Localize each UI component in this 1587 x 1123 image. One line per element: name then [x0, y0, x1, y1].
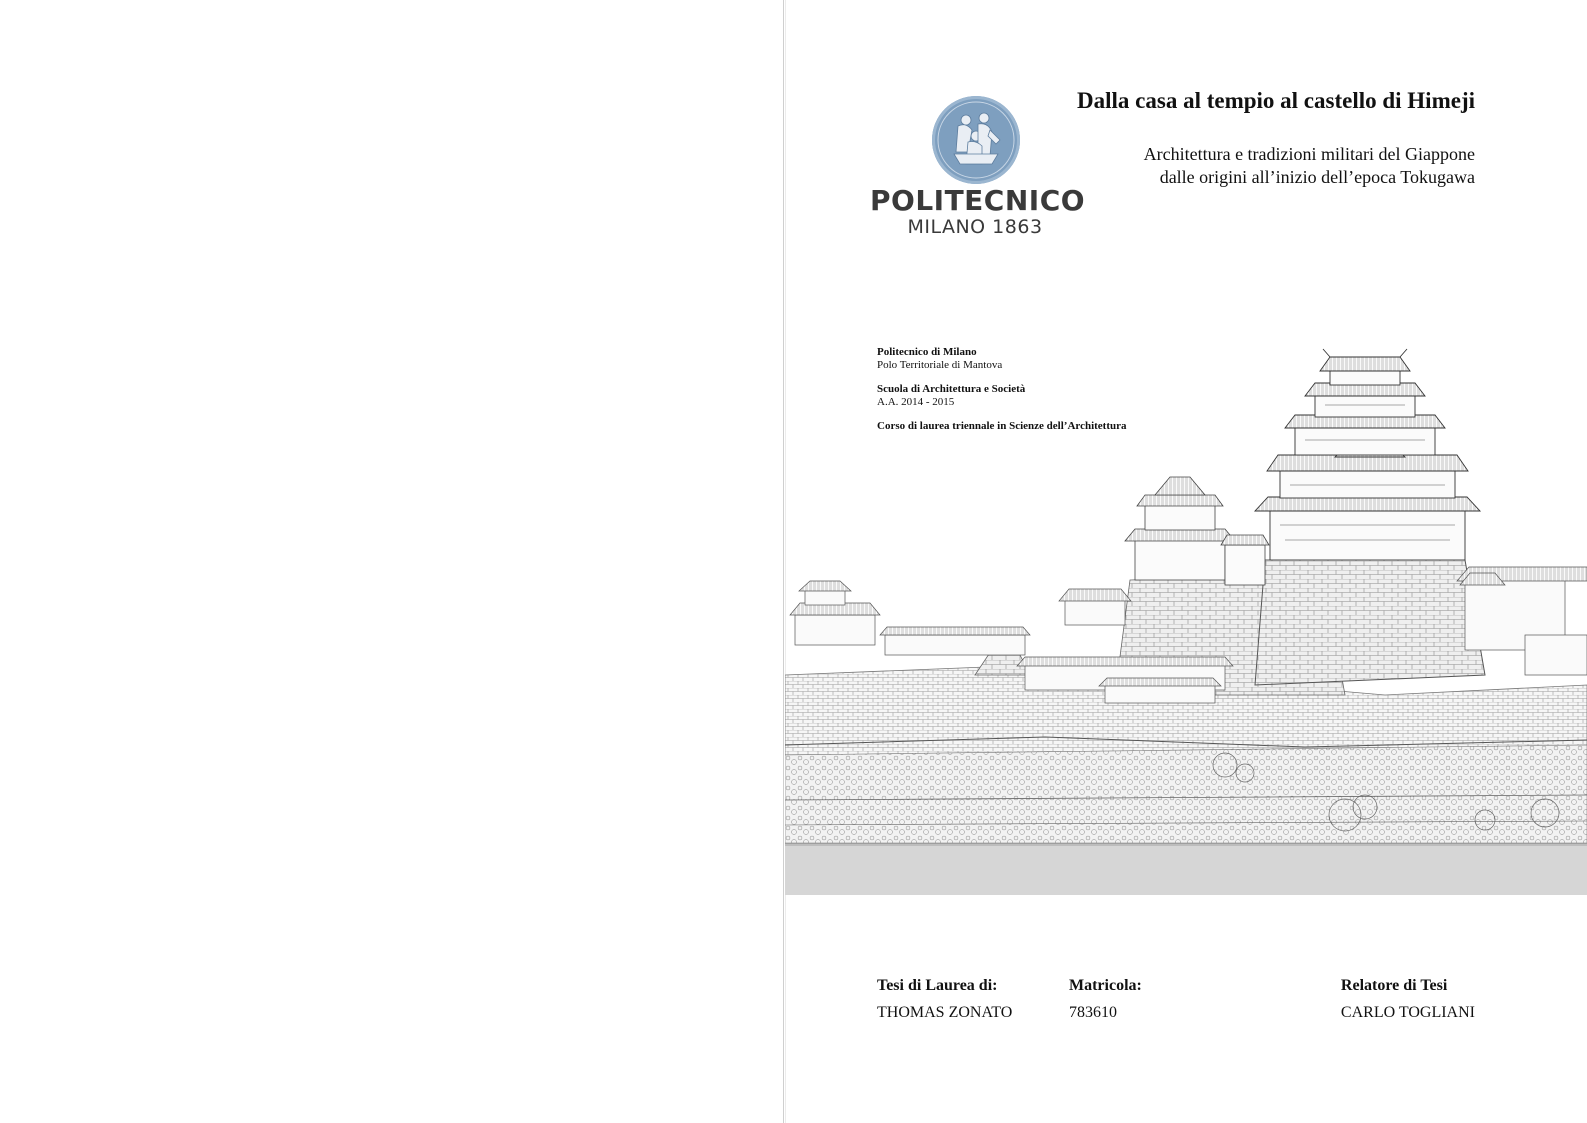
campus-name: Polo Territoriale di Mantova: [877, 358, 1003, 371]
university-name: Politecnico di Milano: [877, 346, 977, 358]
author-name: THOMAS ZONATO: [877, 1004, 1013, 1021]
thesis-title: Dalla casa al tempio al castello di Himeji: [1077, 88, 1475, 113]
supervisor-block: [1341, 972, 1475, 1026]
thesis-subtitle: [1144, 143, 1475, 189]
university-logo: [870, 92, 1086, 242]
academic-year: A.A. 2014 - 2015: [877, 395, 955, 408]
student-id: 783610: [1069, 1004, 1117, 1021]
student-id-block: [1069, 972, 1142, 1026]
book-spine: [783, 0, 784, 1123]
subtitle-line-2: dalle origini all’inizio dell’epoca Tokugawa: [1159, 167, 1475, 187]
author-label: Tesi di Laurea di:: [877, 977, 998, 994]
logo-name: POLITECNICO: [870, 184, 1086, 217]
subtitle-line-1: Architettura e tradizioni militari del Giappone: [1143, 144, 1475, 164]
politecnico-seal-icon: [932, 96, 1020, 184]
student-id-label: Matricola:: [1069, 977, 1142, 994]
institution-info: [877, 346, 1127, 433]
author-block: [877, 972, 1012, 1026]
supervisor-label: Relatore di Tesi: [1340, 977, 1448, 994]
logo-subtitle: MILANO 1863: [907, 216, 1043, 238]
course-name: Corso di laurea triennale in Scienze dell’Architettura: [877, 420, 1127, 432]
supervisor-name: CARLO TOGLIANI: [1340, 1004, 1475, 1021]
school-name: Scuola di Architettura e Società: [877, 383, 1026, 395]
